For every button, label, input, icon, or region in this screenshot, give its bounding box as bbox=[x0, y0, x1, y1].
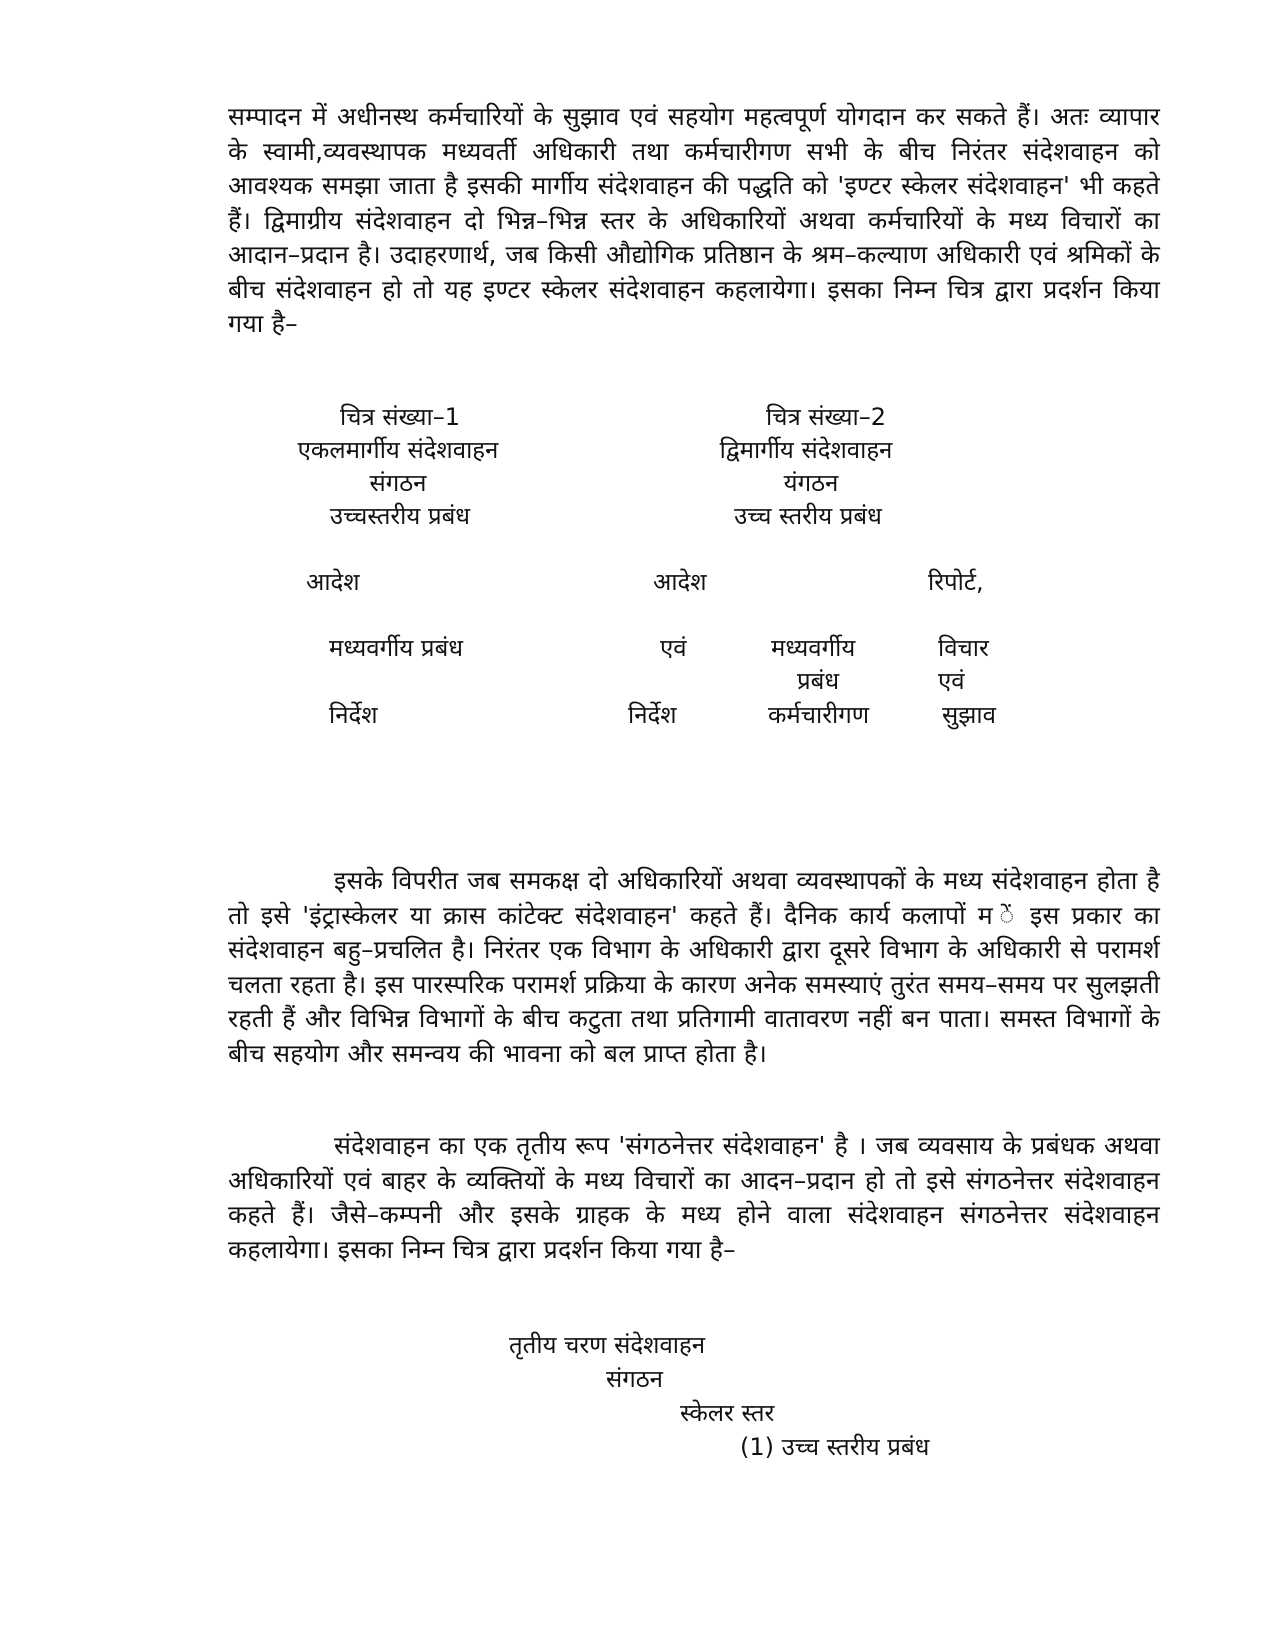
figure-1-direction: निर्देश bbox=[329, 701, 378, 729]
figure-1-title: एकलमार्गीय संदेशवाहन bbox=[297, 436, 499, 464]
figure-2-and-2: एवं bbox=[938, 667, 965, 695]
figure-1-order: आदेश bbox=[306, 568, 360, 596]
paragraph-1: सम्पादन में अधीनस्थ कर्मचारियों के सुझाव एवं सहयोग महत्वपूर्ण योगदान कर सकते हैं। अतः व्यापार के स्वामी,व्यवस्थापक मध्यवर्ती अधिकारी तथा कर्मचारीगण सभी के बीच निरंतर संदेशवाहन को आवश्यक समझा जाता है इसकी मार्गीय संदेशवाहन की पद्धति को 'इण्टर स्केलर संदेशवाहन' भी कहते हैं। द्विमाग्रीय संदेशवाहन दो भिन्न–भिन्न स्तर के अधिकारियों अथवा कर्मचारियों के मध्य विचारों का आदान–प्रदान है। उदाहरणार्थ, जब किसी औद्योगिक प्रतिष्ठान के श्रम–कल्याण अधिकारी एवं श्रमिकों के बीच संदेशवाहन हो तो यह इण्टर स्केलर संदेशवाहन कहलायेगा। इसका निम्न चित्र द्वारा प्रदर्शन किया गया है– bbox=[228, 102, 1160, 338]
paragraph-3: संदेशवाहन का एक तृतीय रूप 'संगठनेत्तर संदेशवाहन' है । जब व्यवसाय के प्रबंधक अथवा अधिकारियों एवं बाहर के व्यक्तियों के मध्य विचारों का आदन–प्रदान हो तो इसे संगठनेत्तर संदेशवाहन कहते हैं। जैसे–कम्पनी और इसके ग्राहक के मध्य होने वाला संदेशवाहन संगठनेत्तर संदेशवाहन कहलायेगा। इसका निम्न चित्र द्वारा प्रदर्शन किया गया है– bbox=[228, 1131, 1160, 1264]
figure-2-title: द्विमार्गीय संदेशवाहन bbox=[719, 436, 893, 464]
figure-2-direction: निर्देश bbox=[628, 701, 677, 729]
figure-2-management: प्रबंध bbox=[797, 667, 840, 695]
figure-2-suggestion: सुझाव bbox=[942, 701, 996, 729]
figure-1-organization: संगठन bbox=[369, 469, 427, 497]
paragraph-2: इसके विपरीत जब समकक्ष दो अधिकारियों अथवा व्यवस्थापकों के मध्य संदेशवाहन होता है तो इसे 'इंट्रास्केलर या क्रास कांटेक्ट संदेशवाहन' कहते हैं। दैनिक कार्य कलापों म ें इस प्रकार का संदेशवाहन बहु–प्रचलित है। निरंतर एक विभाग के अधिकारी द्वारा दूसरे विभाग के अधिकारी से परामर्श चलता रहता है। इस पारस्परिक परामर्श प्रक्रिया के कारण अनेक समस्याएं तुरंत समय–समय पर सुलझती रहती हैं और विभिन्न विभागों के बीच कटुता तथा प्रतिगामी वातावरण नहीं बन पाता। समस्त विभागों के बीच सहयोग और समन्वय की भावना को बल प्राप्त होता है। bbox=[228, 866, 1160, 1068]
figure-2-staff: कर्मचारीगण bbox=[768, 701, 870, 729]
figure-2-top-management: उच्च स्तरीय प्रबंध bbox=[734, 502, 882, 530]
figure-1-top-management: उच्चस्तरीय प्रबंध bbox=[329, 502, 471, 530]
figure-2-organization: यंगठन bbox=[783, 469, 839, 497]
figure-1-number: चित्र संख्या–1 bbox=[339, 403, 461, 431]
figure-2-ideas: विचार bbox=[938, 634, 989, 662]
figure-1-middle-management: मध्यवर्गीय प्रबंध bbox=[329, 634, 464, 662]
figure-3-organization: संगठन bbox=[606, 1365, 663, 1393]
figure-2-report: रिपोर्ट, bbox=[928, 568, 984, 596]
figure-2-order: आदेश bbox=[653, 568, 707, 596]
figure-2-and: एवं bbox=[660, 634, 687, 662]
figure-3-scalar-level: स्केलर स्तर bbox=[680, 1399, 775, 1427]
figure-2-number: चित्र संख्या–2 bbox=[765, 403, 887, 431]
figure-3-item-1: (1) उच्च स्तरीय प्रबंध bbox=[740, 1433, 930, 1461]
figure-3-title: तृतीय चरण संदेशवाहन bbox=[509, 1331, 706, 1359]
figure-2-middle-level: मध्यवर्गीय bbox=[771, 634, 856, 662]
